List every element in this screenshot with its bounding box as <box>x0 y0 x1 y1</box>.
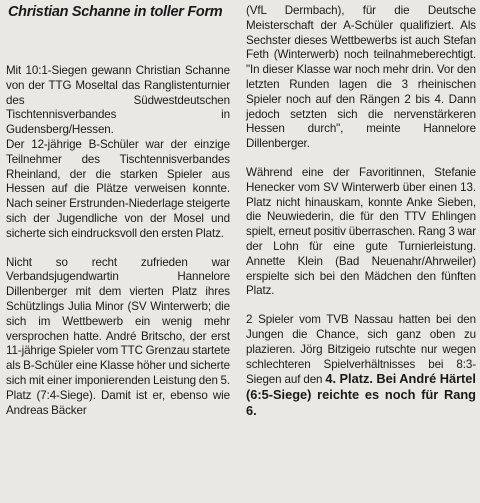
paragraph: Während eine der Favoritinnen, Stefanie Henecker vom SV Winterwerb über einen 13. Platz nicht hinauskam, konnte Anke Sieben, die Neuwiederin, die für den TTV Ehlingen spielt, erneut positiv überraschen. Rang 3 war der Lohn für eine gute Turnierleistung. Annette Klein (Bad Neuenahr/Ahrweiler) erspielte sich bei den Mädchen den fünften Platz. <box>246 165 476 298</box>
paragraph <box>246 313 476 420</box>
paragraph: Nicht so recht zufrieden war Verbandsjugendwartin Hannelore Dillenberger mit dem vierten Platz ihres Schützlings Julia Minor (SV Winterwerb; die sich im Wettbewerb ein wenig mehr versprochen hatte. André Britscho, der erst 11-jährige Spieler vom TTC Grenzau startete als B-Schüler eine Klasse höher und sicherte sich mit einer imponierenden Leistung den 5. Platz (7:4-Siege). Damit ist er, ebenso wie Andreas Bäcker <box>6 255 230 417</box>
left-column <box>6 0 230 418</box>
headline: Christian Schanne in toller Form <box>8 4 223 20</box>
paragraph: Der 12-jährige B-Schüler war der einzige Teilnehmer des Tischtennisverbandes Rheinland, der die starken Spieler aus Hessen auf die Plätze verweisen konnte. Nach seiner Erstrunden-Niederlage steigerte sich der Jugendliche von der Mosel und sicherte sich eindrucksvoll den ersten Platz. <box>6 137 230 240</box>
paragraph: (VfL Dermbach), für die Deutsche Meisterschaft der A-Schüler qualifiziert. Als Sechster dieses Wettbewerbs ist auch Stefan Feth (Winterwerb) noch teilnahmeberechtigt. "In dieser Klasse war noch mehr drin. Vor den letzten Runden lagen die 3 rheinischen Spieler noch auf den Rängen 2 bis 4. Dann jedoch setzten sich die nervenstärkeren Hessen durch", meinte Hannelore Dillenberger. <box>246 4 476 151</box>
paragraph: Mit 10:1-Siegen gewann Christian Schanne von der TTG Moseltal das Ranglistenturnier des Südwestdeutschen Tischtennisverbandes in Gudensberg/Hessen. <box>6 64 230 137</box>
paragraph-text: 2 Spieler vom TVB Nassau hatten bei den Jungen die Chance, sich ganz oben zu plazieren. Jörg Bitzigeio rutschte nur wegen schlechteren Spielverhältnisses bei 8:3-Siegen auf den <box>246 313 476 387</box>
paragraph-bold-tail: 4. Platz. Bei André Härtel (6:5-Siege) reichte es noch für Rang 6. <box>246 371 476 418</box>
right-column <box>246 0 476 420</box>
